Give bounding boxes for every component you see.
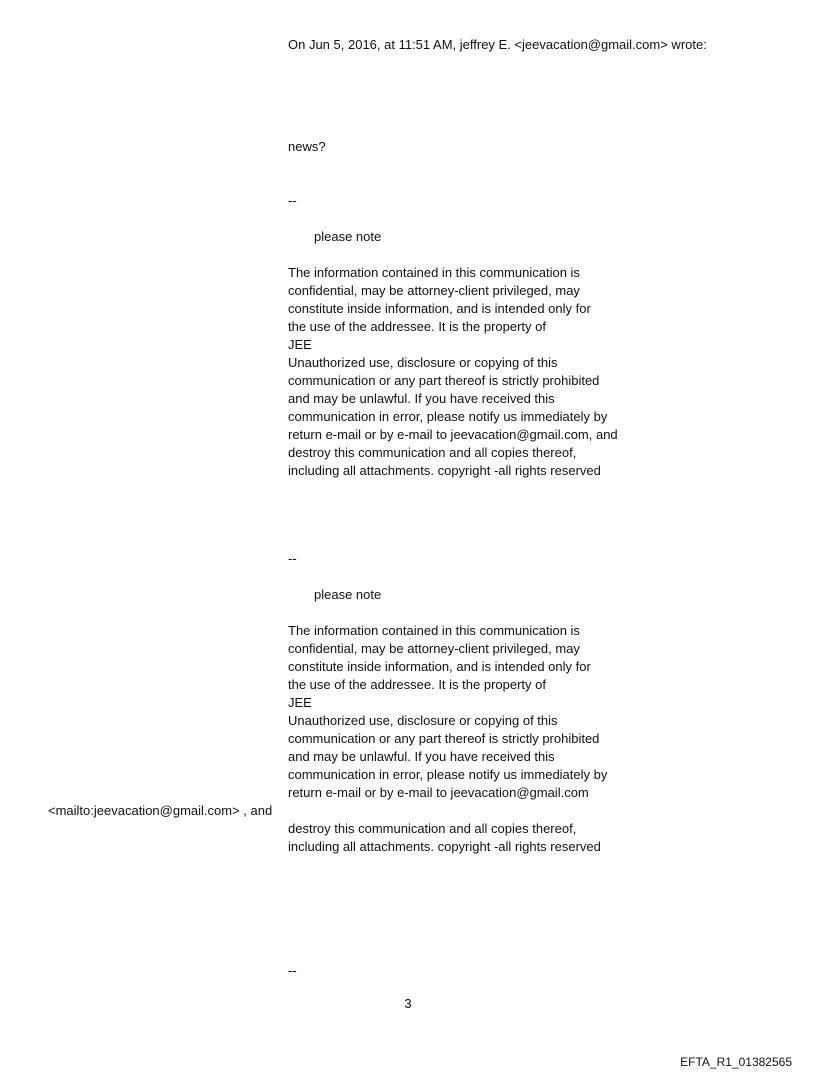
disclaimer-line: and may be unlawful. If you have received this xyxy=(288,391,555,406)
signature-separator-2: -- xyxy=(288,551,297,566)
email-header-line: On Jun 5, 2016, at 11:51 AM, jeffrey E. <jeevacation@gmail.com> wrote: xyxy=(288,37,707,52)
notice-title-2: please note xyxy=(314,587,382,602)
disclaimer-line: constitute inside information, and is intended only for xyxy=(288,659,591,674)
disclaimer-line: the use of the addressee. It is the property of xyxy=(288,677,546,692)
disclaimer-line: destroy this communication and all copies thereof, xyxy=(288,445,577,460)
disclaimer-line: Unauthorized use, disclosure or copying of this xyxy=(288,713,558,728)
disclaimer-line: confidential, may be attorney-client privileged, may xyxy=(288,641,580,656)
disclaimer-line: the use of the addressee. It is the property of xyxy=(288,319,546,334)
disclaimer-line: communication in error, please notify us immediately by xyxy=(288,767,608,782)
disclaimer-line: constitute inside information, and is intended only for xyxy=(288,301,591,316)
disclaimer-line: The information contained in this communication is xyxy=(288,265,580,280)
disclaimer-line: communication or any part thereof is strictly prohibited xyxy=(288,373,600,388)
disclaimer-line: destroy this communication and all copies thereof, xyxy=(288,821,577,836)
page-number: 3 xyxy=(404,996,412,1011)
disclaimer-line: including all attachments. copyright -all rights reserved xyxy=(288,839,601,854)
disclaimer-line: JEE xyxy=(288,695,312,710)
mailto-fragment: <mailto:jeevacation@gmail.com> , and xyxy=(48,803,273,818)
document-id: EFTA_R1_01382565 xyxy=(680,1055,792,1069)
disclaimer-block-2-continued xyxy=(288,820,648,856)
disclaimer-line: including all attachments. copyright -all rights reserved xyxy=(288,463,601,478)
disclaimer-line: confidential, may be attorney-client privileged, may xyxy=(288,283,580,298)
email-body-text: news? xyxy=(288,139,326,154)
disclaimer-block-2 xyxy=(288,622,648,802)
disclaimer-line: and may be unlawful. If you have received this xyxy=(288,749,555,764)
signature-separator-3: -- xyxy=(288,963,297,978)
notice-title-1: please note xyxy=(314,229,382,244)
disclaimer-line: Unauthorized use, disclosure or copying of this xyxy=(288,355,558,370)
disclaimer-line: communication in error, please notify us immediately by xyxy=(288,409,608,424)
signature-separator-1: -- xyxy=(288,193,297,208)
disclaimer-line: communication or any part thereof is strictly prohibited xyxy=(288,731,600,746)
disclaimer-line: return e-mail or by e-mail to jeevacation@gmail.com xyxy=(288,785,589,800)
disclaimer-line: return e-mail or by e-mail to jeevacation@gmail.com, and xyxy=(288,427,618,442)
disclaimer-line: JEE xyxy=(288,337,312,352)
disclaimer-line: The information contained in this communication is xyxy=(288,623,580,638)
disclaimer-block-1 xyxy=(288,264,648,480)
